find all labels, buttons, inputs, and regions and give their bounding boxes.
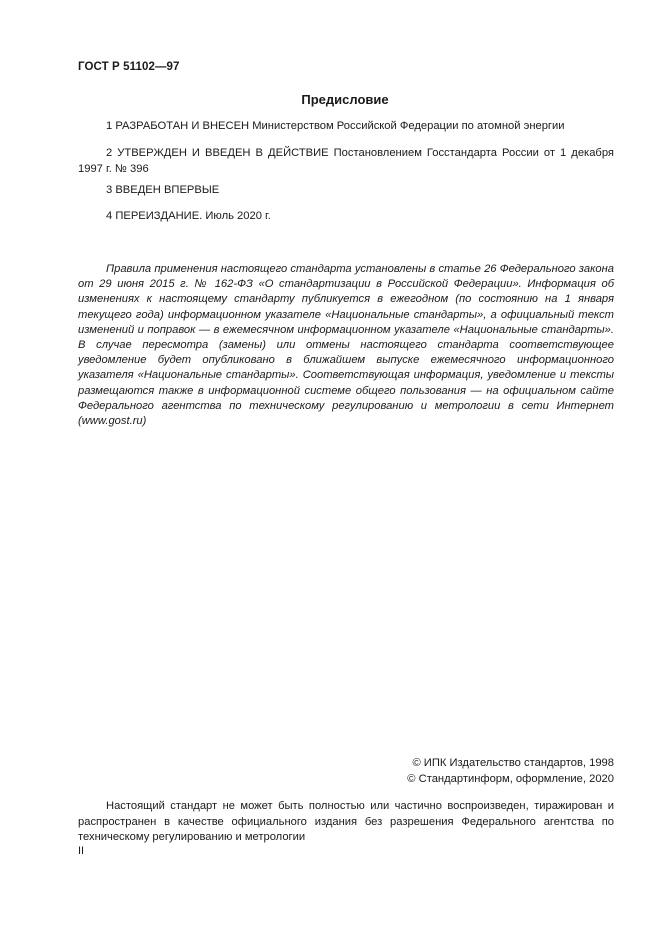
- standard-code: ГОСТ Р 51102—97: [78, 61, 180, 73]
- preface-item-1: 1 РАЗРАБОТАН И ВНЕСЕН Министерством Российской Федерации по атомной энергии: [106, 120, 565, 132]
- copyright-line-1: © ИПК Издательство стандартов, 1998: [412, 757, 614, 769]
- copyright-line-2: © Стандартинформ, оформление, 2020: [407, 772, 614, 785]
- preface-item-4: 4 ПЕРЕИЗДАНИЕ. Июль 2020 г.: [106, 210, 271, 222]
- application-rules-notice: Правила применения настоящего стандарта установлены в статье 26 Федерального закона от 29 июня 2015 г. № 162-ФЗ «О стандартизации в Российской Федерации». Информация об изменениях к настоящему стандарту публикуется в ежегодном (по состоянию на 1 января текущего года) информационном указателе «Национальные стандарты», а официальный текст изменений и поправок — в ежемесячном информационном указателе «Национальные стандарты». В случае пересмотра (замены) или отмены настоящего стандарта соответствующее уведомление будет опубликовано в ближайшем выпуске ежемесячного информационного указателя «Национальные стандарты». Соответствующая информация, уведомление и тексты размещаются также в информационной системе общего пользования — на официальном сайте Федерального агентства по техническому регулированию и метрологии в сети Интернет (www.gost.ru): [78, 263, 614, 428]
- copyright-block: [407, 756, 614, 787]
- reproduction-notice: Настоящий стандарт не может быть полностью или частично воспроизведен, тиражирован и распространен в качестве официального издания без разрешения Федерального агентства по техническому регулированию и метрологии: [78, 800, 614, 843]
- page-number: II: [78, 845, 85, 857]
- preface-item-3: 3 ВВЕДЕН ВПЕРВЫЕ: [106, 184, 220, 196]
- preface-title: Предисловие: [301, 92, 389, 107]
- preface-item-2: 2 УТВЕРЖДЕН И ВВЕДЕН В ДЕЙСТВИЕ Постановлением Госстандарта России от 1 декабря 1997 г. № 396: [78, 147, 614, 175]
